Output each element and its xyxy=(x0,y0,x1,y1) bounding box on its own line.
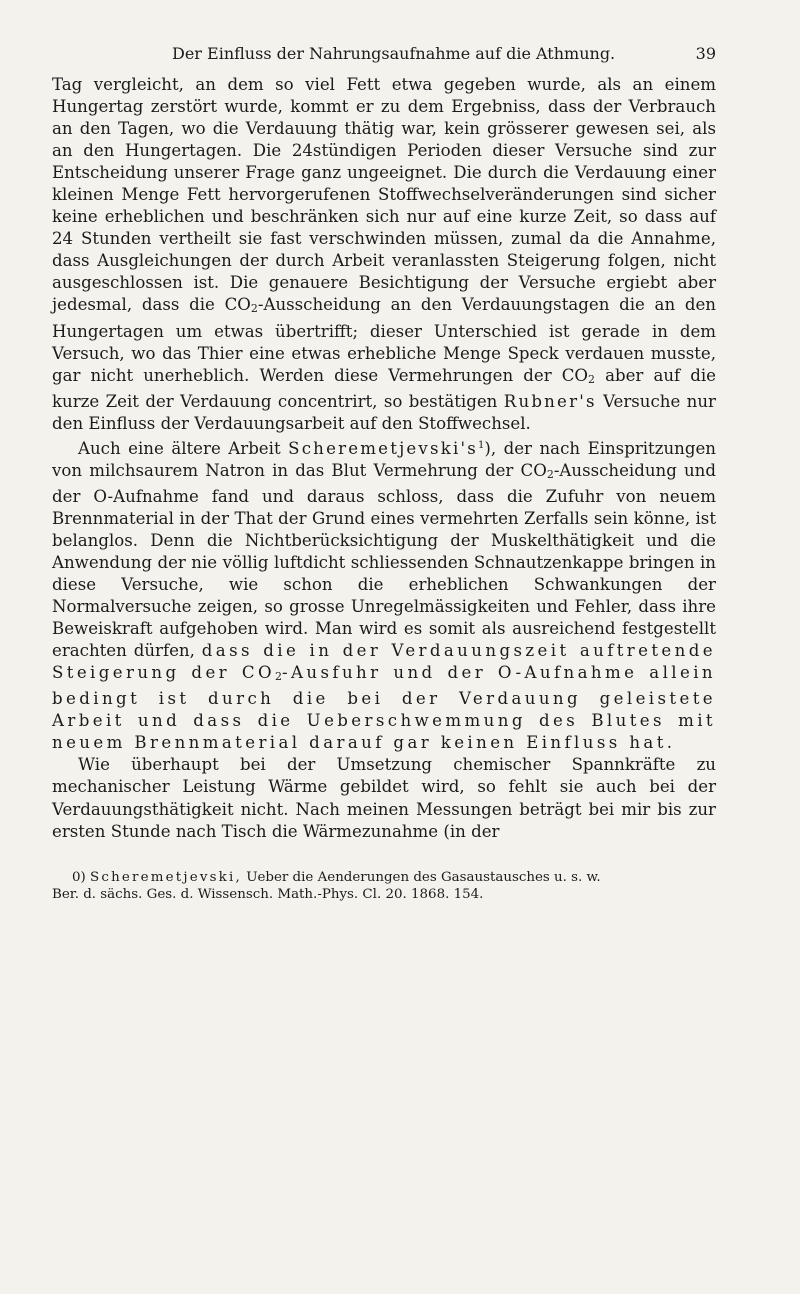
emphasized-conclusion-b: -Ausfuhr und der O-Aufnahme allein bedingt ist durch die bei der Verdauung geleistete Arbeit und dass die Ueberschwemmung des Blutes mit neuem Brennmaterial darauf gar keinen Einfluss hat. xyxy=(52,663,716,753)
footnote-reference: 1 xyxy=(477,439,485,451)
p1-text-c: aber auf die kurze Zeit der Verdauung concentrirt, so bestätigen xyxy=(52,365,716,411)
emphasized-conclusion-a: dass die in der Verdauungszeit auftretende Steigerung der CO xyxy=(52,641,716,683)
paragraph-3 xyxy=(52,754,716,842)
p2-text-b: ), der nach Einspritzungen von milchsaurem Natron in das Blut Vermehrung der CO xyxy=(52,438,716,480)
book-page xyxy=(52,44,716,903)
author-name-rubner: Rubner's xyxy=(503,391,597,411)
author-name-scheremetjevski: Scheremetjevski's xyxy=(288,438,478,458)
running-head-title: Der Einfluss der Nahrungsaufnahme auf die Athmung. xyxy=(172,44,616,63)
paragraph-1 xyxy=(52,74,716,435)
p1-subscript-a: 2 xyxy=(250,302,258,316)
footnote-line-1 xyxy=(52,869,716,886)
body-text xyxy=(52,74,716,843)
footnote-line-2: Ber. d. sächs. Ges. d. Wissensch. Math.-Phys. Cl. 20. 1868. 154. xyxy=(52,886,484,902)
footnote xyxy=(52,869,716,903)
p3-text: Wie überhaupt bei der Umsetzung chemischer Spannkräfte zu mechanischer Leistung Wärme gebildet wird, so fehlt sie auch bei der Verdauungsthätigkeit nicht. Nach meinen Messungen beträgt bei mir bis zur ersten Stunde nach Tisch die Wärmezunahme (in der xyxy=(52,755,716,841)
p2-text-c: -Ausscheidung und der O-Aufnahme fand und daraus schloss, dass die Zufuhr von neuem Brennmaterial in der That der Grund eines vermehrten Zerfalls sein könne, ist belanglos. Denn die Nichtberücksichtigung der Muskelthätigkeit und die Anwendung der nie völlig luftdicht schliessenden Schnautzenkappe bringen in diese Versuche, wie schon die erheblichen Schwankungen der Normalversuche zeigen, so grosse Unregelmässigkeiten und Fehler, dass ihre Beweiskraft aufgehoben wird. Man wird es somit als ausreichend festgestellt erachten dürfen, xyxy=(52,460,716,661)
p1-subscript-b: 2 xyxy=(588,372,596,386)
footnote-author: Scheremetjevski, xyxy=(90,869,242,885)
footnote-marker: 0) xyxy=(72,869,86,885)
p2-subscript-b: 2 xyxy=(275,670,283,684)
p2-subscript-a: 2 xyxy=(546,467,554,481)
p1-text-a: Tag vergleicht, an dem so viel Fett etwa gegeben wurde, als an einem Hungertag zerstört wurde, kommt er zu dem Ergebniss, dass der Verbrauch an den Tagen, wo die Verdauung thätig war, kein grösserer gewesen sei, als an den Hungertagen. Die 24stündigen Perioden dieser Versuche sind zur Entscheidung unserer Frage ganz ungeeignet. Die durch die Verdauung einer kleinen Menge Fett hervorgerufenen Stoffwechselveränderungen sind sicher keine erheblichen und beschränken sich nur auf eine kurze Zeit, so dass auf 24 Stunden vertheilt sie fast verschwinden müssen, zumal da die Annahme, dass Ausgleichungen der durch Arbeit veranlassten Steigerung folgen, nicht ausgeschlossen ist. Die genauere Besichtigung der Versuche ergiebt aber jedesmal, dass die CO xyxy=(52,75,716,315)
p1-text-d: Versuche nur den Einfluss der Verdauungsarbeit auf den Stoffwechsel. xyxy=(52,391,716,433)
p1-text-b: -Ausscheidung an den Verdauungstagen die an den Hungertagen um etwas übertrifft; dieser Unterschied ist gerade in dem Versuch, wo das Thier eine etwas erhebliche Menge Speck verdauen musste, gar nicht unerheblich. Werden diese Vermehrungen der CO xyxy=(52,295,716,385)
paragraph-2 xyxy=(52,435,716,755)
page-number: 39 xyxy=(695,44,716,63)
footnote-title: Ueber die Aenderungen des Gasaustausches u. s. w. xyxy=(241,869,601,885)
p2-text-a: Auch eine ältere Arbeit xyxy=(78,438,289,458)
running-head xyxy=(52,44,716,74)
